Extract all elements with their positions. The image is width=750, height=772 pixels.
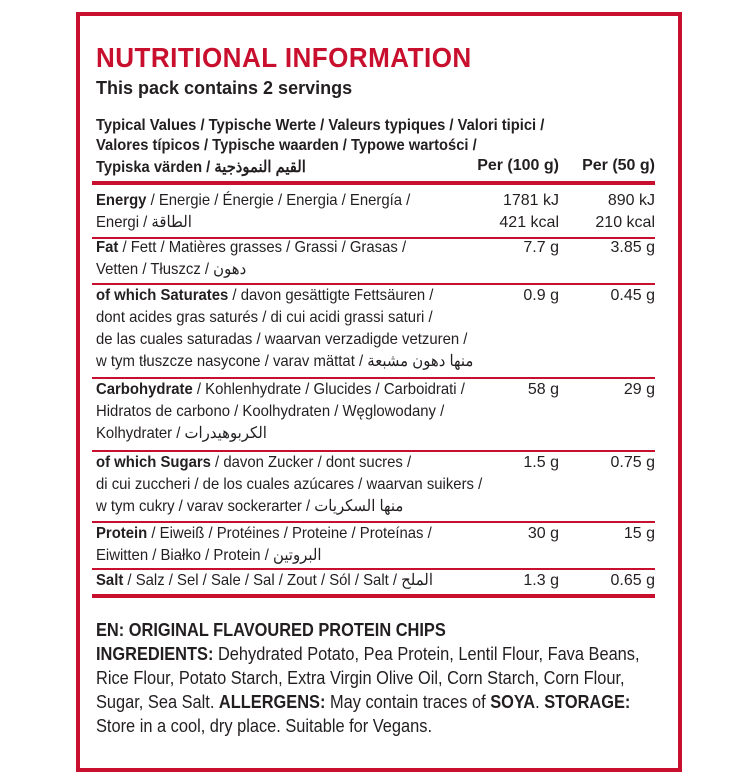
sugars-translations-3: w tym cukry / varav sockerarter / xyxy=(96,498,315,515)
fat-line-1 xyxy=(96,237,431,259)
table-row-salt xyxy=(96,570,456,592)
salt-value-50g: 0.65 g xyxy=(610,572,655,589)
salt-translations: / Salz / Sel / Sale / Sal / Zout / Sól / Salt / xyxy=(123,572,402,589)
table-row-energy xyxy=(96,190,456,234)
column-header-100g: Per (100 g) xyxy=(477,157,559,174)
carbohydrate-translations-3: Kolhydrater / xyxy=(96,425,185,442)
energy-arabic: الطاقة xyxy=(151,214,192,231)
carbohydrate-line-3 xyxy=(96,423,431,445)
table-row-saturates xyxy=(96,285,474,373)
energy-line-2 xyxy=(96,212,431,234)
energy-value-50g-kcal: 210 kcal xyxy=(595,214,655,231)
allergen-soya: SOYA xyxy=(490,692,536,712)
saturates-line-2: dont acides gras saturés / di cui acidi grassi saturi / xyxy=(96,309,433,326)
protein-translations-2: Eiwitten / Białko / Protein / xyxy=(96,547,273,564)
carbohydrate-value-50g: 29 g xyxy=(623,381,655,398)
sugars-line-3 xyxy=(96,496,431,518)
fat-value-100g: 7.7 g xyxy=(523,239,559,256)
carbohydrate-line-1 xyxy=(96,379,465,401)
table-row-sugars xyxy=(96,452,483,518)
sugars-value-100g: 1.5 g xyxy=(523,454,559,471)
energy-translations-2: Energi / xyxy=(96,214,152,231)
salt-line-1 xyxy=(96,570,431,592)
carbohydrate-translations: / Kohlenhydrate / Glucides / Carboidrati / xyxy=(192,381,465,398)
energy-value-100g-kcal: 421 kcal xyxy=(499,214,559,231)
column-header-50g: Per (50 g) xyxy=(582,157,655,174)
allergens-label: ALLERGENS: xyxy=(218,692,326,712)
saturates-translations: / davon gesättigte Fettsäuren / xyxy=(228,287,434,304)
carbohydrate-label: Carbohydrate xyxy=(96,381,193,398)
energy-value-50g-kj: 890 kJ xyxy=(607,192,655,209)
table-row-fat xyxy=(96,237,456,281)
table-bottom-divider xyxy=(92,594,655,598)
header-divider xyxy=(92,181,655,185)
sugars-line-1 xyxy=(96,452,431,474)
sugars-translations: / davon Zucker / dont sucres / xyxy=(210,454,412,471)
fat-arabic: دهون xyxy=(213,261,247,278)
ingredients-line-3 xyxy=(96,690,642,714)
fat-label: Fat xyxy=(96,239,119,256)
protein-arabic: البروتين xyxy=(272,547,322,564)
ingredients-line-1 xyxy=(96,642,642,666)
header-line-2: Valores típicos / Typische waarden / Typowe wartości / xyxy=(96,137,477,154)
saturates-line-1 xyxy=(96,285,434,307)
header-line-3-arabic: القيم النموذجية xyxy=(214,159,306,176)
protein-line-1 xyxy=(96,523,431,545)
table-row-protein xyxy=(96,523,456,567)
header-line-3-latin: Typiska värden / xyxy=(96,159,215,176)
energy-translations: / Energie / Énergie / Energia / Energía / xyxy=(146,192,411,209)
protein-translations: / Eiweiß / Protéines / Proteine / Proteínas / xyxy=(147,525,432,542)
fat-translations-2: Vetten / Tłuszcz / xyxy=(96,261,214,278)
ingredients-block xyxy=(96,618,696,738)
page-title: NUTRITIONAL INFORMATION xyxy=(96,42,472,73)
saturates-translations-4: w tym tłuszcze nasycone / varav mättat / xyxy=(96,353,368,370)
fat-value-50g: 3.85 g xyxy=(610,239,655,256)
table-row-carbohydrate xyxy=(96,379,465,445)
protein-value-100g: 30 g xyxy=(527,525,559,542)
fat-translations: / Fett / Matières grasses / Grassi / Grasas / xyxy=(118,239,407,256)
ingredients-text-1: Dehydrated Potato, Pea Protein, Lentil Flour, Fava Beans, xyxy=(213,644,640,664)
sugars-label: of which Sugars xyxy=(96,454,211,471)
allergens-end: . xyxy=(535,692,545,712)
fat-line-2 xyxy=(96,259,431,281)
saturates-line-3: de las cuales saturadas / waarvan verzadigde vetzuren / xyxy=(96,331,468,348)
protein-value-50g: 15 g xyxy=(623,525,655,542)
carbohydrate-arabic: الكربوهيدرات xyxy=(184,425,267,442)
saturates-line-4 xyxy=(96,351,474,373)
energy-label: Energy xyxy=(96,192,147,209)
energy-value-100g-kj: 1781 kJ xyxy=(502,192,559,209)
saturates-label: of which Saturates xyxy=(96,287,229,304)
salt-value-100g: 1.3 g xyxy=(523,572,559,589)
saturates-value-50g: 0.45 g xyxy=(610,287,655,304)
energy-line-1 xyxy=(96,190,431,212)
saturates-arabic: منها دهون مشبعة xyxy=(367,353,474,370)
allergens-text: May contain traces of xyxy=(325,692,491,712)
ingredients-label: INGREDIENTS: xyxy=(96,644,214,664)
storage-label: STORAGE: xyxy=(544,692,631,712)
sugars-value-50g: 0.75 g xyxy=(610,454,655,471)
salt-arabic: الملح xyxy=(401,572,433,589)
salt-label: Salt xyxy=(96,572,124,589)
ingredients-text-3: Sugar, Sea Salt. xyxy=(96,692,219,712)
product-name: EN: ORIGINAL FLAVOURED PROTEIN CHIPS xyxy=(96,620,446,640)
storage-text: Store in a cool, dry place. Suitable for Vegans. xyxy=(96,716,433,736)
sugars-arabic: منها السكريات xyxy=(314,498,404,515)
header-line-3 xyxy=(96,157,306,177)
ingredients-line-2: Rice Flour, Potato Starch, Extra Virgin Olive Oil, Corn Starch, Corn Flour, xyxy=(96,668,625,688)
carbohydrate-line-2: Hidratos de carbono / Koolhydraten / Węglowodany / xyxy=(96,403,445,420)
servings-text: This pack contains 2 servings xyxy=(96,78,353,98)
saturates-value-100g: 0.9 g xyxy=(523,287,559,304)
protein-line-2 xyxy=(96,545,431,567)
protein-label: Protein xyxy=(96,525,148,542)
sugars-line-2: di cui zuccheri / de los cuales azúcares / waarvan suikers / xyxy=(96,476,483,493)
carbohydrate-value-100g: 58 g xyxy=(527,381,559,398)
header-line-1: Typical Values / Typische Werte / Valeurs typiques / Valori tipici / xyxy=(96,117,545,134)
